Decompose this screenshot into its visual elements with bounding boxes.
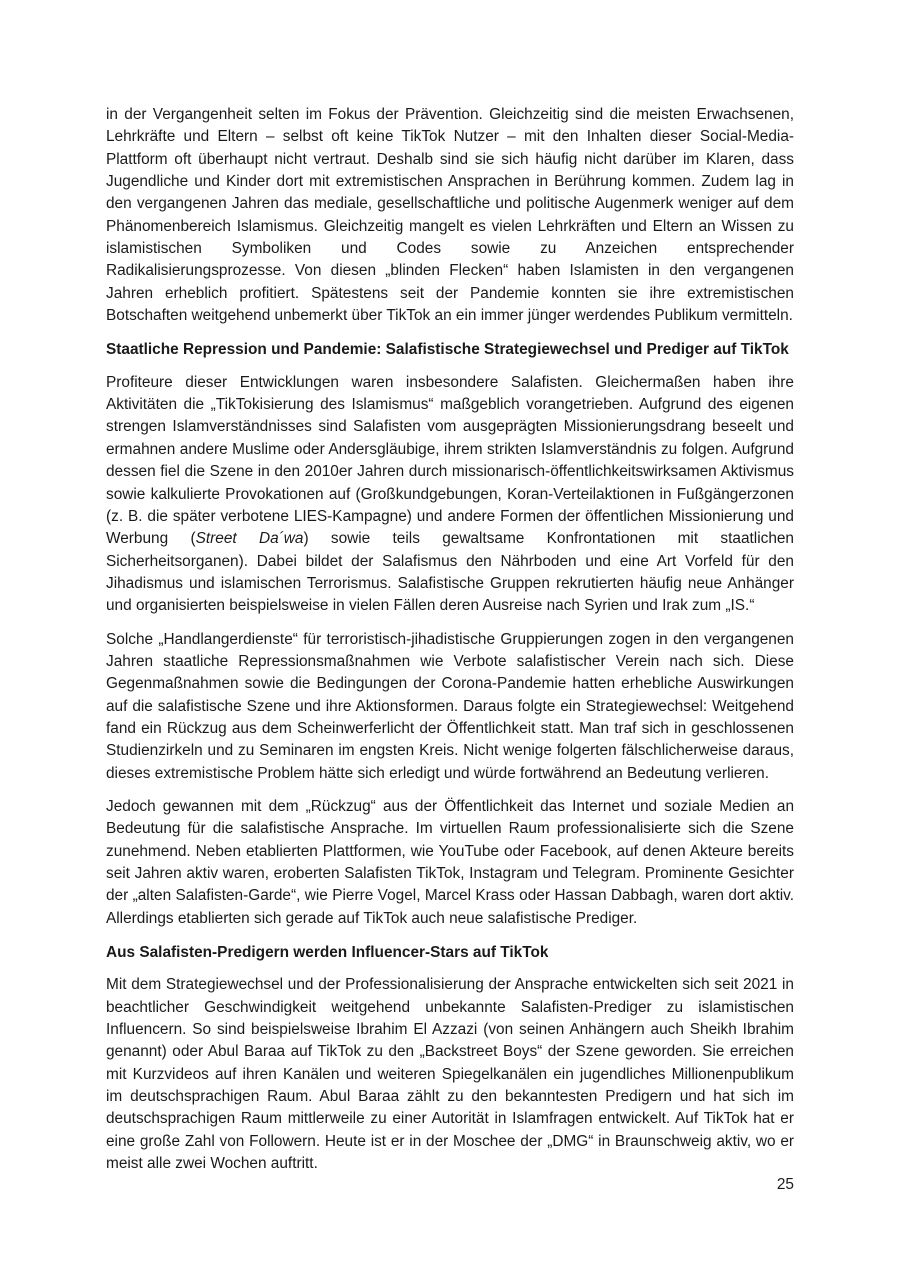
street-dawa-italic: Street Da´wa: [195, 530, 304, 548]
paragraph-profiteers-part1: Profiteure dieser Entwicklungen waren insbesondere Salafisten. Gleichermaßen haben ihre Aktivitäten die „TikTokisierung des Islamismus“ maßgeblich vorangetrieben. Aufgrund des eigenen strengen Islamverständnisses sind Salafisten vom ausgeprägten Missionierungsdrang beseelt und ermahnen andere Muslime oder Andersgläubige, ihrem strikten Islamverständnis zu folgen. Aufgrund dessen fiel die Szene in den 2010er Jahren durch missionarisch-öffentlichkeitswirksamen Aktivismus sowie kalkulierte Provokationen auf (Großkundgebungen, Koran-Verteilaktionen in Fußgängerzonen (z. B. die später verbotene LIES-Kampagne) und andere Formen der öffentlichen Missionierung und Werbung (: [106, 373, 794, 548]
paragraph-profiteers-part2: ) sowie teils gewaltsame Konfrontationen mit staatlichen Sicherheitsorganen). Dabei bildet der Salafismus den Nährboden und eine Art Vorfeld für den Jihadismus und islamischen Terrorismus. Salafistische Gruppen rekrutierten häufig neue Anhänger und organisierten beispielsweise in vielen Fällen deren Ausreise nach Syrien und Irak zum „IS.“: [106, 530, 794, 615]
section-heading-influencers: Aus Salafisten-Predigern werden Influencer-Stars auf TikTok: [106, 944, 549, 962]
page-body: [106, 104, 794, 1175]
paragraph-online-shift: Jedoch gewannen mit dem „Rückzug“ aus der Öffentlichkeit das Internet und soziale Medien an Bedeutung für die salafistische Ansprache. Im virtuellen Raum professionalisierte sich die Szene zunehmend. Neben etablierten Plattformen, wie YouTube oder Facebook, auf denen Akteure bereits seit Jahren aktiv waren, eroberten Salafisten TikTok, Instagram und Telegram. Prominente Gesichter der „alten Salafisten-Garde“, wie Pierre Vogel, Marcel Krass oder Hassan Dabbagh, waren dort aktiv. Allerdings etablierten sich gerade auf TikTok auch neue salafistische Prediger.: [106, 797, 794, 927]
page-number: 25: [776, 1176, 794, 1193]
section-heading-repression: Staatliche Repression und Pandemie: Salafistische Strategiewechsel und Prediger auf TikTok: [106, 341, 789, 359]
paragraph-influencers: Mit dem Strategiewechsel und der Professionalisierung der Ansprache entwickelten sich seit 2021 in beachtlicher Geschwindigkeit weitgehend unbekannte Salafisten-Prediger zu islamistischen Influencern. So sind beispielsweise Ibrahim El Azzazi (von seinen Anhängern auch Sheikh Ibrahim genannt) oder Abul Baraa auf TikTok zu den „Backstreet Boys“ der Szene geworden. Sie erreichen mit Kurzvideos auf ihren Kanälen und weiteren Spiegelkanälen ein jugendliches Millionenpublikum im deutschsprachigen Raum. Abul Baraa zählt zu den bekanntesten Predigern und hat sich im deutschsprachigen Raum mittlerweile zu einer Autorität in Islamfragen entwickelt. Auf TikTok hat er eine große Zahl von Followern. Heute ist er in der Moschee der „DMG“ in Braunschweig aktiv, wo er meist alle zwei Wochen auftritt.: [106, 976, 794, 1173]
paragraph-profiteers: [106, 372, 794, 618]
paragraph-repression-measures: Solche „Handlangerdienste“ für terroristisch-jihadistische Gruppierungen zogen in den vergangenen Jahren staatliche Repressionsmaßnahmen wie Verbote salafistischer Verein nach sich. Diese Gegenmaßnahmen sowie die Bedingungen der Corona-Pandemie hatten erhebliche Auswirkungen auf die salafistische Szene und ihre Aktionsformen. Daraus folgte ein Strategiewechsel: Weitgehend fand ein Rückzug aus dem Scheinwerferlicht der Öffentlichkeit statt. Man traf sich in geschlossenen Studienzirkeln und zu Seminaren im engsten Kreis. Nicht wenige folgerten fälschlicherweise daraus, dieses extremistische Problem hätte sich erledigt und würde fortwährend an Bedeutung verlieren.: [106, 630, 794, 782]
paragraph-prevention: in der Vergangenheit selten im Fokus der Prävention. Gleichzeitig sind die meisten Erwachsenen, Lehrkräfte und Eltern – selbst oft keine TikTok Nutzer – mit den Inhalten dieser Social-Media-Plattform oft überhaupt nicht vertraut. Deshalb sind sie sich häufig nicht darüber im Klaren, dass Jugendliche und Kinder dort mit extremistischen Ansprachen in Berührung kommen. Zudem lag in den vergangenen Jahren das mediale, gesellschaftliche und politische Augenmerk weniger auf dem Phänomenbereich Islamismus. Gleichzeitig mangelt es vielen Lehrkräften und Eltern an Wissen zu islamistischen Symboliken und Codes sowie zu Anzeichen entsprechender Radikalisierungsprozesse. Von diesen „blinden Flecken“ haben Islamisten in den vergangenen Jahren erheblich profitiert. Spätestens seit der Pandemie konnten sie ihre extremistischen Botschaften weitgehend unbemerkt über TikTok an ein immer jünger werdendes Publikum vermitteln.: [106, 106, 794, 325]
